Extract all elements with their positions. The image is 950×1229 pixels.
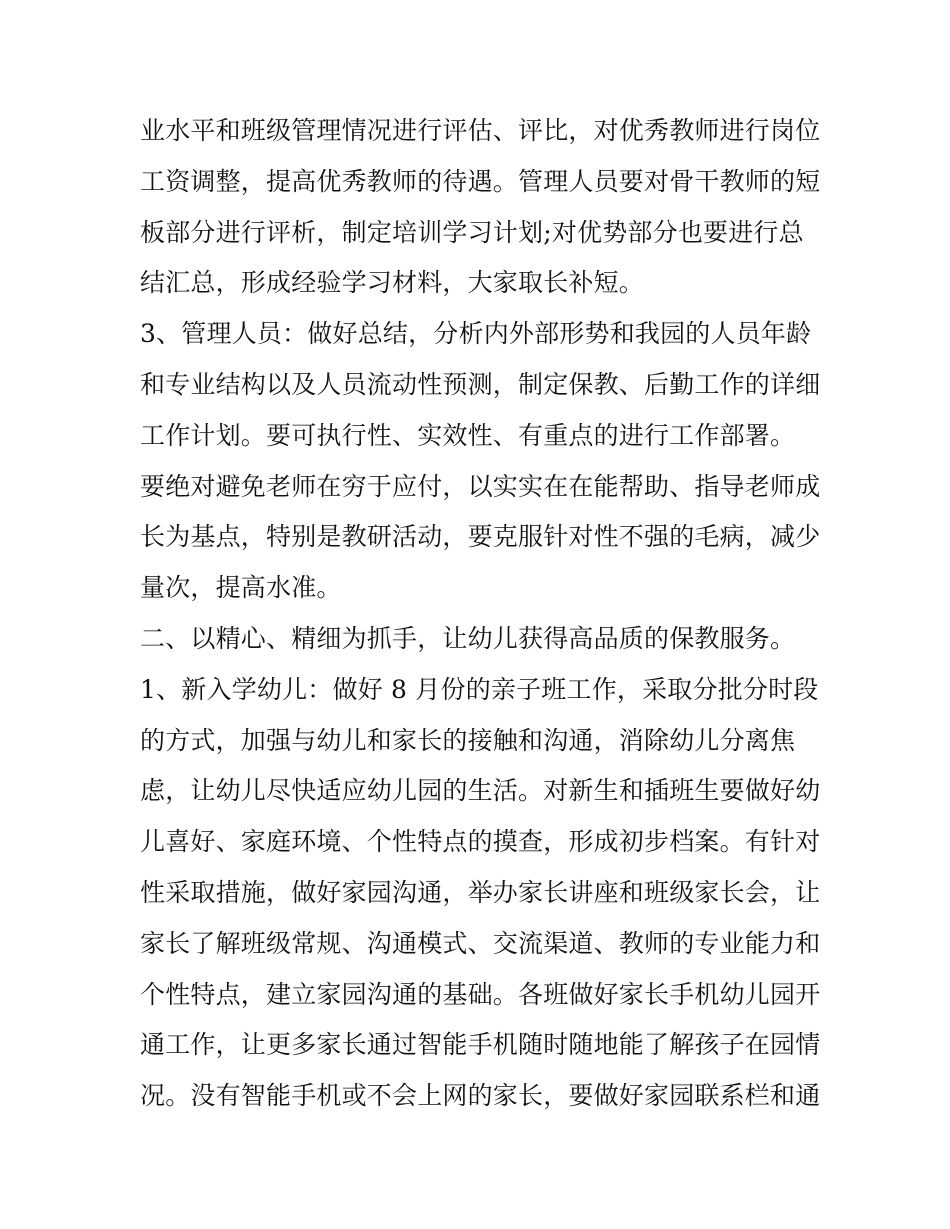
text-line: 要绝对避免老师在穷于应付，以实实在在能帮助、指导老师成 (140, 471, 821, 501)
text-line: 工资调整，提高优秀教师的待遇。管理人员要对骨干教师的短 (140, 166, 821, 196)
text-line: 结汇总，形成经验学习材料，大家取长补短。 (140, 268, 645, 298)
text-line: 业水平和班级管理情况进行评估、评比，对优秀教师进行岗位 (140, 116, 821, 145)
text-line: 3、管理人员：做好总结，分析内外部形势和我园的人员年龄 (140, 319, 812, 349)
text-line: 况。没有智能手机或不会上网的家长，要做好家园联系栏和通 (140, 1081, 821, 1111)
text-line: 二、以精心、精细为抓手，让幼儿获得高品质的保教服务。 (140, 623, 796, 653)
text-line: 量次，提高水准。 (140, 573, 342, 603)
text-line: 工作计划。要可执行性、实效性、有重点的进行工作部署。 (140, 420, 796, 450)
text-line: 虑，让幼儿尽快适应幼儿园的生活。对新生和插班生要做好幼 (140, 776, 821, 806)
text-line: 性采取措施，做好家园沟通，举办家长讲座和班级家长会，让 (140, 877, 821, 907)
document-body-text (140, 106, 820, 1122)
text-line: 通工作，让更多家长通过智能手机随时随地能了解孩子在园情 (140, 1030, 821, 1060)
text-line: 和专业结构以及人员流动性预测，制定保教、后勤工作的详细 (140, 369, 821, 399)
text-line: 的方式，加强与幼儿和家长的接触和沟通，消除幼儿分离焦 (140, 725, 796, 755)
text-line: 板部分进行评析，制定培训学习计划;对优势部分也要进行总 (140, 217, 804, 247)
text-line: 家长了解班级常规、沟通模式、交流渠道、教师的专业能力和 (140, 928, 821, 958)
text-line: 长为基点，特别是教研活动，要克服针对性不强的毛病，减少 (140, 522, 821, 552)
text-line: 个性特点，建立家园沟通的基础。各班做好家长手机幼儿园开 (140, 979, 821, 1009)
text-line: 儿喜好、家庭环境、个性特点的摸查，形成初步档案。有针对 (140, 827, 821, 857)
text-line: 1、新入学幼儿：做好 8 月份的亲子班工作，采取分批分时段 (140, 674, 819, 704)
